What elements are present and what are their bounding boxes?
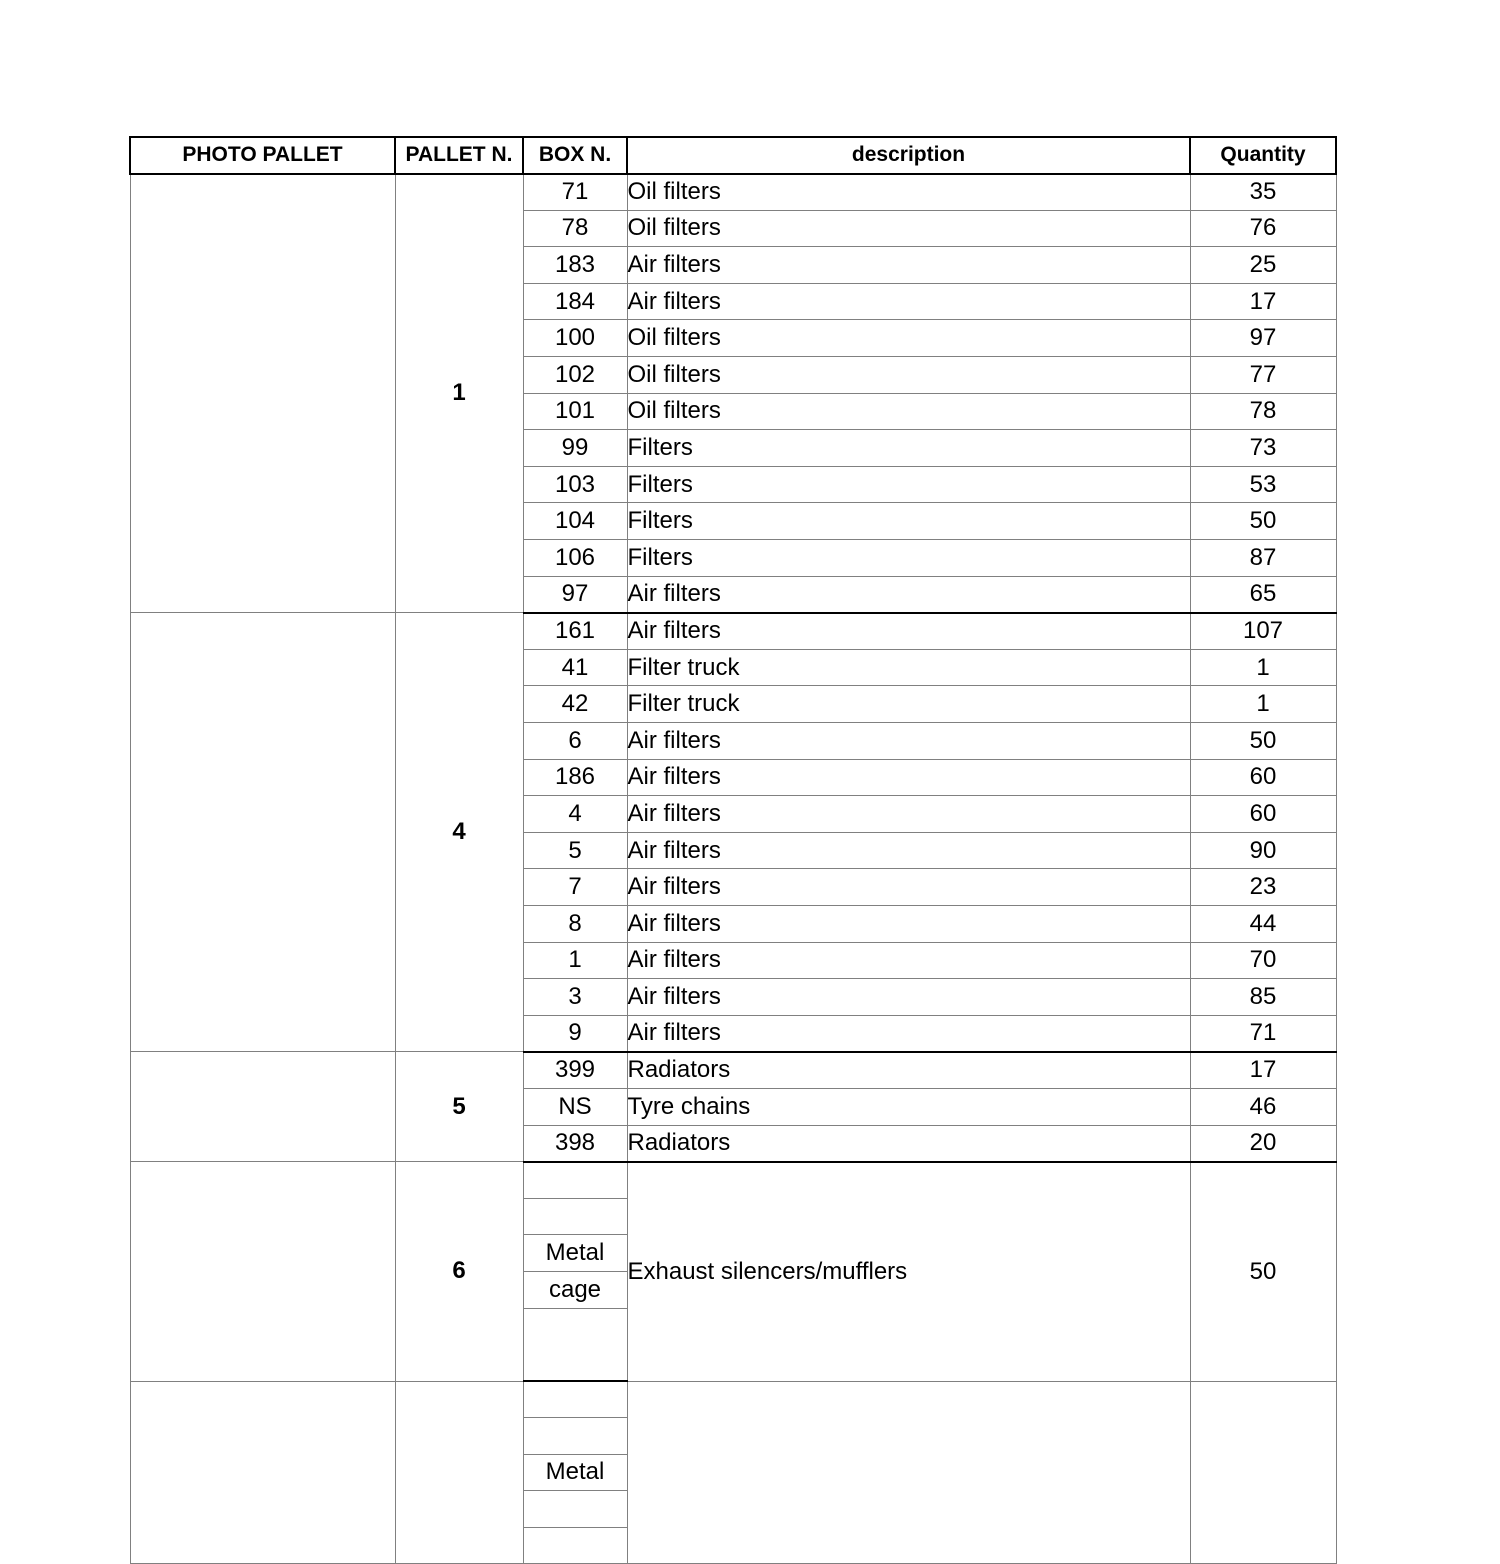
box-number-cell: 97 <box>523 576 627 613</box>
box-number-cell: 78 <box>523 210 627 247</box>
quantity-cell: 17 <box>1190 1052 1336 1089</box>
description-cell: Filters <box>627 430 1190 467</box>
description-cell: Air filters <box>627 759 1190 796</box>
quantity-cell: 46 <box>1190 1088 1336 1125</box>
description-cell: Air filters <box>627 979 1190 1016</box>
quantity-cell: 65 <box>1190 576 1336 613</box>
description-cell: Oil filters <box>627 357 1190 394</box>
quantity-cell: 1 <box>1190 649 1336 686</box>
quantity-cell: 90 <box>1190 832 1336 869</box>
inventory-body <box>130 174 1336 1564</box>
header-pallet-number: PALLET N. <box>395 137 523 174</box>
box-number-cell: 1 <box>523 942 627 979</box>
description-cell: Air filters <box>627 613 1190 650</box>
quantity-cell <box>1190 1381 1336 1564</box>
description-cell: Filters <box>627 540 1190 577</box>
quantity-cell: 23 <box>1190 869 1336 906</box>
quantity-cell: 77 <box>1190 357 1336 394</box>
box-number-cell: 71 <box>523 174 627 211</box>
description-cell: Air filters <box>627 1015 1190 1052</box>
box-number-cell: Metal <box>523 1235 627 1272</box>
quantity-cell: 50 <box>1190 723 1336 760</box>
box-number-cell: 102 <box>523 357 627 394</box>
box-number-cell: 8 <box>523 905 627 942</box>
quantity-cell: 35 <box>1190 174 1336 211</box>
box-number-cell: 42 <box>523 686 627 723</box>
description-cell: Air filters <box>627 832 1190 869</box>
photo-pallet-cell <box>130 1052 395 1162</box>
header-description: description <box>627 137 1190 174</box>
box-number-cell: 184 <box>523 283 627 320</box>
box-number-cell: 9 <box>523 1015 627 1052</box>
box-number-cell: NS <box>523 1088 627 1125</box>
description-cell: Air filters <box>627 247 1190 284</box>
table-row <box>130 613 1336 650</box>
box-number-cell <box>523 1418 627 1455</box>
box-number-cell: 101 <box>523 393 627 430</box>
box-number-cell: 7 <box>523 869 627 906</box>
description-cell: Air filters <box>627 283 1190 320</box>
description-cell: Oil filters <box>627 393 1190 430</box>
description-cell: Filter truck <box>627 649 1190 686</box>
box-number-cell: 398 <box>523 1125 627 1162</box>
pallet-number-cell: 5 <box>395 1052 523 1162</box>
quantity-cell: 1 <box>1190 686 1336 723</box>
description-cell: Radiators <box>627 1052 1190 1089</box>
box-number-cell: 106 <box>523 540 627 577</box>
box-number-cell: 3 <box>523 979 627 1016</box>
quantity-cell: 71 <box>1190 1015 1336 1052</box>
box-number-cell: 103 <box>523 466 627 503</box>
quantity-cell: 78 <box>1190 393 1336 430</box>
quantity-cell: 50 <box>1190 503 1336 540</box>
description-cell: Air filters <box>627 723 1190 760</box>
pallet-number-cell: 6 <box>395 1162 523 1381</box>
quantity-cell: 53 <box>1190 466 1336 503</box>
box-number-cell: 100 <box>523 320 627 357</box>
table-row <box>130 1052 1336 1089</box>
quantity-cell: 85 <box>1190 979 1336 1016</box>
description-cell: Filters <box>627 466 1190 503</box>
box-number-cell: cage <box>523 1271 627 1308</box>
photo-pallet-cell <box>130 1162 395 1381</box>
box-number-cell <box>523 1381 627 1418</box>
description-cell: Air filters <box>627 576 1190 613</box>
quantity-cell: 76 <box>1190 210 1336 247</box>
description-cell <box>627 1381 1190 1564</box>
photo-pallet-cell <box>130 174 395 613</box>
box-number-cell <box>523 1162 627 1199</box>
description-cell: Oil filters <box>627 174 1190 211</box>
description-cell: Exhaust silencers/mufflers <box>627 1162 1190 1381</box>
box-number-cell: Metal <box>523 1454 627 1491</box>
quantity-cell: 44 <box>1190 905 1336 942</box>
quantity-cell: 60 <box>1190 796 1336 833</box>
quantity-cell: 50 <box>1190 1162 1336 1381</box>
header-quantity: Quantity <box>1190 137 1336 174</box>
description-cell: Oil filters <box>627 320 1190 357</box>
quantity-cell: 97 <box>1190 320 1336 357</box>
description-cell: Tyre chains <box>627 1088 1190 1125</box>
box-number-cell: 4 <box>523 796 627 833</box>
quantity-cell: 107 <box>1190 613 1336 650</box>
header-photo-pallet: PHOTO PALLET <box>130 137 395 174</box>
box-number-cell <box>523 1491 627 1528</box>
header-box-number: BOX N. <box>523 137 627 174</box>
box-number-cell <box>523 1308 627 1381</box>
description-cell: Filters <box>627 503 1190 540</box>
pallet-number-cell <box>395 1381 523 1564</box>
photo-pallet-cell <box>130 1381 395 1564</box>
description-cell: Air filters <box>627 869 1190 906</box>
box-number-cell: 399 <box>523 1052 627 1089</box>
description-cell: Radiators <box>627 1125 1190 1162</box>
header-row <box>130 137 1336 174</box>
description-cell: Air filters <box>627 905 1190 942</box>
pallet-number-cell: 1 <box>395 174 523 613</box>
box-number-cell <box>523 1527 627 1564</box>
box-number-cell: 41 <box>523 649 627 686</box>
table-row <box>130 174 1336 211</box>
box-number-cell: 186 <box>523 759 627 796</box>
quantity-cell: 60 <box>1190 759 1336 796</box>
box-number-cell: 5 <box>523 832 627 869</box>
table-row <box>130 1162 1336 1199</box>
description-cell: Filter truck <box>627 686 1190 723</box>
box-number-cell: 161 <box>523 613 627 650</box>
description-cell: Air filters <box>627 942 1190 979</box>
pallet-number-cell: 4 <box>395 613 523 1052</box>
box-number-cell: 99 <box>523 430 627 467</box>
description-cell: Oil filters <box>627 210 1190 247</box>
quantity-cell: 70 <box>1190 942 1336 979</box>
box-number-cell: 183 <box>523 247 627 284</box>
quantity-cell: 73 <box>1190 430 1336 467</box>
quantity-cell: 87 <box>1190 540 1336 577</box>
box-number-cell: 6 <box>523 723 627 760</box>
photo-pallet-cell <box>130 613 395 1052</box>
description-cell: Air filters <box>627 796 1190 833</box>
quantity-cell: 25 <box>1190 247 1336 284</box>
table-row <box>130 1381 1336 1418</box>
quantity-cell: 17 <box>1190 283 1336 320</box>
box-number-cell: 104 <box>523 503 627 540</box>
box-number-cell <box>523 1198 627 1235</box>
inventory-table <box>129 136 1337 1564</box>
quantity-cell: 20 <box>1190 1125 1336 1162</box>
